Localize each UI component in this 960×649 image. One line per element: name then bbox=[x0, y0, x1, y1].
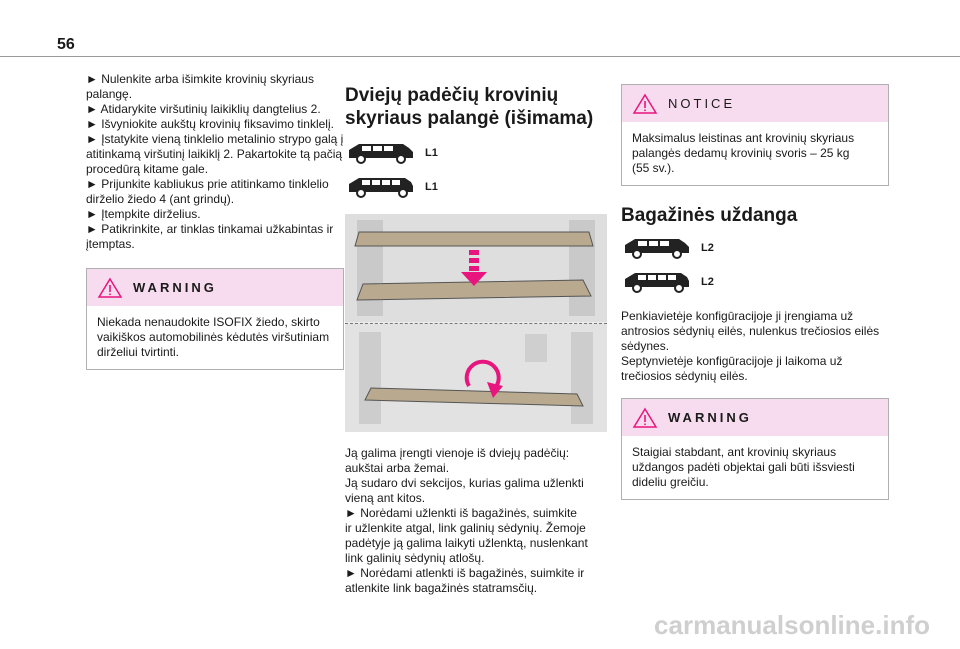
text-line: sėdynes. bbox=[621, 339, 670, 353]
van-icon bbox=[345, 140, 417, 166]
notice-header bbox=[622, 85, 888, 122]
text-line: Septynvietėje konfigūracijoje ji laikoma už bbox=[621, 354, 843, 368]
text-line: padėtyje ją galima laikyti užlenktą, nuslenkant bbox=[345, 536, 588, 550]
text-line: dirželio žiedo 4 (ant grindų). bbox=[86, 192, 235, 206]
van-icon bbox=[621, 269, 693, 295]
shelf-low-image bbox=[345, 324, 607, 432]
text-line: Ją sudaro dvi sekcijos, kurias galima užlenkti bbox=[345, 476, 584, 490]
section-heading bbox=[345, 84, 607, 130]
text-line: ► Norėdami užlenkti iš bagažinės, suimkite bbox=[345, 506, 577, 520]
warning-title: WARNING bbox=[668, 410, 752, 425]
text-line: palangę. bbox=[86, 87, 133, 101]
text-line: ir užlenkite atgal, link galinių sėdynių. Žemoje bbox=[345, 521, 586, 535]
text-line: įtemptas. bbox=[86, 237, 135, 251]
text-line: (55 sv.). bbox=[632, 161, 675, 175]
text-line: dirželiui tvirtinti. bbox=[97, 345, 180, 359]
text-line: Staigiai stabdant, ant krovinių skyriaus bbox=[632, 445, 837, 459]
vehicle-row bbox=[345, 172, 607, 202]
text-line: ► Nulenkite arba išimkite krovinių skyriaus bbox=[86, 72, 314, 86]
warning-box bbox=[86, 268, 344, 370]
text-line: ► Prijunkite kabliukus prie atitinkamo tinklelio bbox=[86, 177, 329, 191]
text-line: ► Išvyniokite aukštų krovinių fiksavimo tinklelį. bbox=[86, 117, 334, 131]
notice-title: NOTICE bbox=[668, 96, 736, 111]
warning-body bbox=[87, 306, 343, 369]
text-line: ► Atidarykite viršutinių laikiklių dangtelius 2. bbox=[86, 102, 321, 116]
column-right bbox=[621, 72, 889, 500]
shelf-illustration bbox=[345, 214, 607, 432]
vehicle-row bbox=[345, 138, 607, 168]
vehicle-row bbox=[621, 233, 889, 263]
shelf-high-image bbox=[345, 214, 607, 322]
warning-body bbox=[622, 436, 888, 499]
vehicle-row bbox=[621, 267, 889, 297]
text-line: vieną ant kitos. bbox=[345, 491, 426, 505]
vehicle-label: L1 bbox=[425, 146, 438, 159]
text-line: palangės dedamų krovinių svoris – 25 kg bbox=[632, 146, 850, 160]
instructions bbox=[86, 72, 344, 252]
text-line: antrosios sėdynių eilės, nulenkus trečiosios eilės bbox=[621, 324, 880, 338]
description bbox=[345, 446, 607, 596]
heading-line: skyriaus palangė (išimama) bbox=[345, 108, 594, 129]
van-icon bbox=[345, 174, 417, 200]
heading-line: Dviejų padėčių krovinių bbox=[345, 85, 559, 106]
vehicle-list bbox=[345, 138, 607, 202]
text-line: dideliu greičiu. bbox=[632, 475, 709, 489]
text-line: link galinių sėdynių atlošų. bbox=[345, 551, 485, 565]
text-line: Penkiavietėje konfigūracijoje ji įrengiama už bbox=[621, 309, 854, 323]
notice-body bbox=[622, 122, 888, 185]
van-icon bbox=[621, 235, 693, 261]
text-line: Niekada nenaudokite ISOFIX žiedo, skirto bbox=[97, 315, 320, 329]
text-line: vaikiškos automobilinės kėdutės viršutiniam bbox=[97, 330, 330, 344]
text-line: atlenkite link bagažinės statramsčių. bbox=[345, 581, 538, 595]
text-line: ► Įtempkite dirželius. bbox=[86, 207, 201, 221]
header-rule bbox=[0, 56, 960, 57]
text-line: ► Norėdami atlenkti iš bagažinės, suimkite ir bbox=[345, 566, 585, 580]
text-line: trečiosios sėdynių eilės. bbox=[621, 369, 748, 383]
warning-triangle-icon bbox=[632, 407, 658, 429]
watermark: carmanualsonline.info bbox=[654, 610, 930, 640]
column-left bbox=[86, 72, 344, 370]
vehicle-label: L1 bbox=[425, 180, 438, 193]
warning-triangle-icon bbox=[632, 93, 658, 115]
warning-header bbox=[622, 399, 888, 436]
vehicle-label: L2 bbox=[701, 241, 714, 254]
text-line: atitinkamą viršutinį laikiklį 2. Pakartokite tą pačią bbox=[86, 147, 343, 161]
warning-title: WARNING bbox=[133, 280, 217, 295]
notice-box bbox=[621, 84, 889, 186]
warning-header bbox=[87, 269, 343, 306]
text-line: aukštai arba žemai. bbox=[345, 461, 450, 475]
text-line: Ją galima įrengti vienoje iš dviejų padėčių: bbox=[345, 446, 570, 460]
page-number: 56 bbox=[57, 36, 75, 53]
text-line: procedūrą kitame gale. bbox=[86, 162, 209, 176]
warning-triangle-icon bbox=[97, 277, 123, 299]
text-line: ► Patikrinkite, ar tinklas tinkamai užkabintas ir bbox=[86, 222, 334, 236]
description bbox=[621, 309, 889, 384]
text-line: Maksimalus leistinas ant krovinių skyriaus bbox=[632, 131, 855, 145]
text-line: ► Įstatykite vieną tinklelio metalinio strypo galą į bbox=[86, 132, 344, 146]
vehicle-list bbox=[621, 233, 889, 297]
section-heading: Bagažinės uždanga bbox=[621, 205, 798, 226]
text-line: uždangos padėti objektai gali būti išsviesti bbox=[632, 460, 855, 474]
warning-box bbox=[621, 398, 889, 500]
column-middle bbox=[345, 84, 607, 596]
vehicle-label: L2 bbox=[701, 275, 714, 288]
